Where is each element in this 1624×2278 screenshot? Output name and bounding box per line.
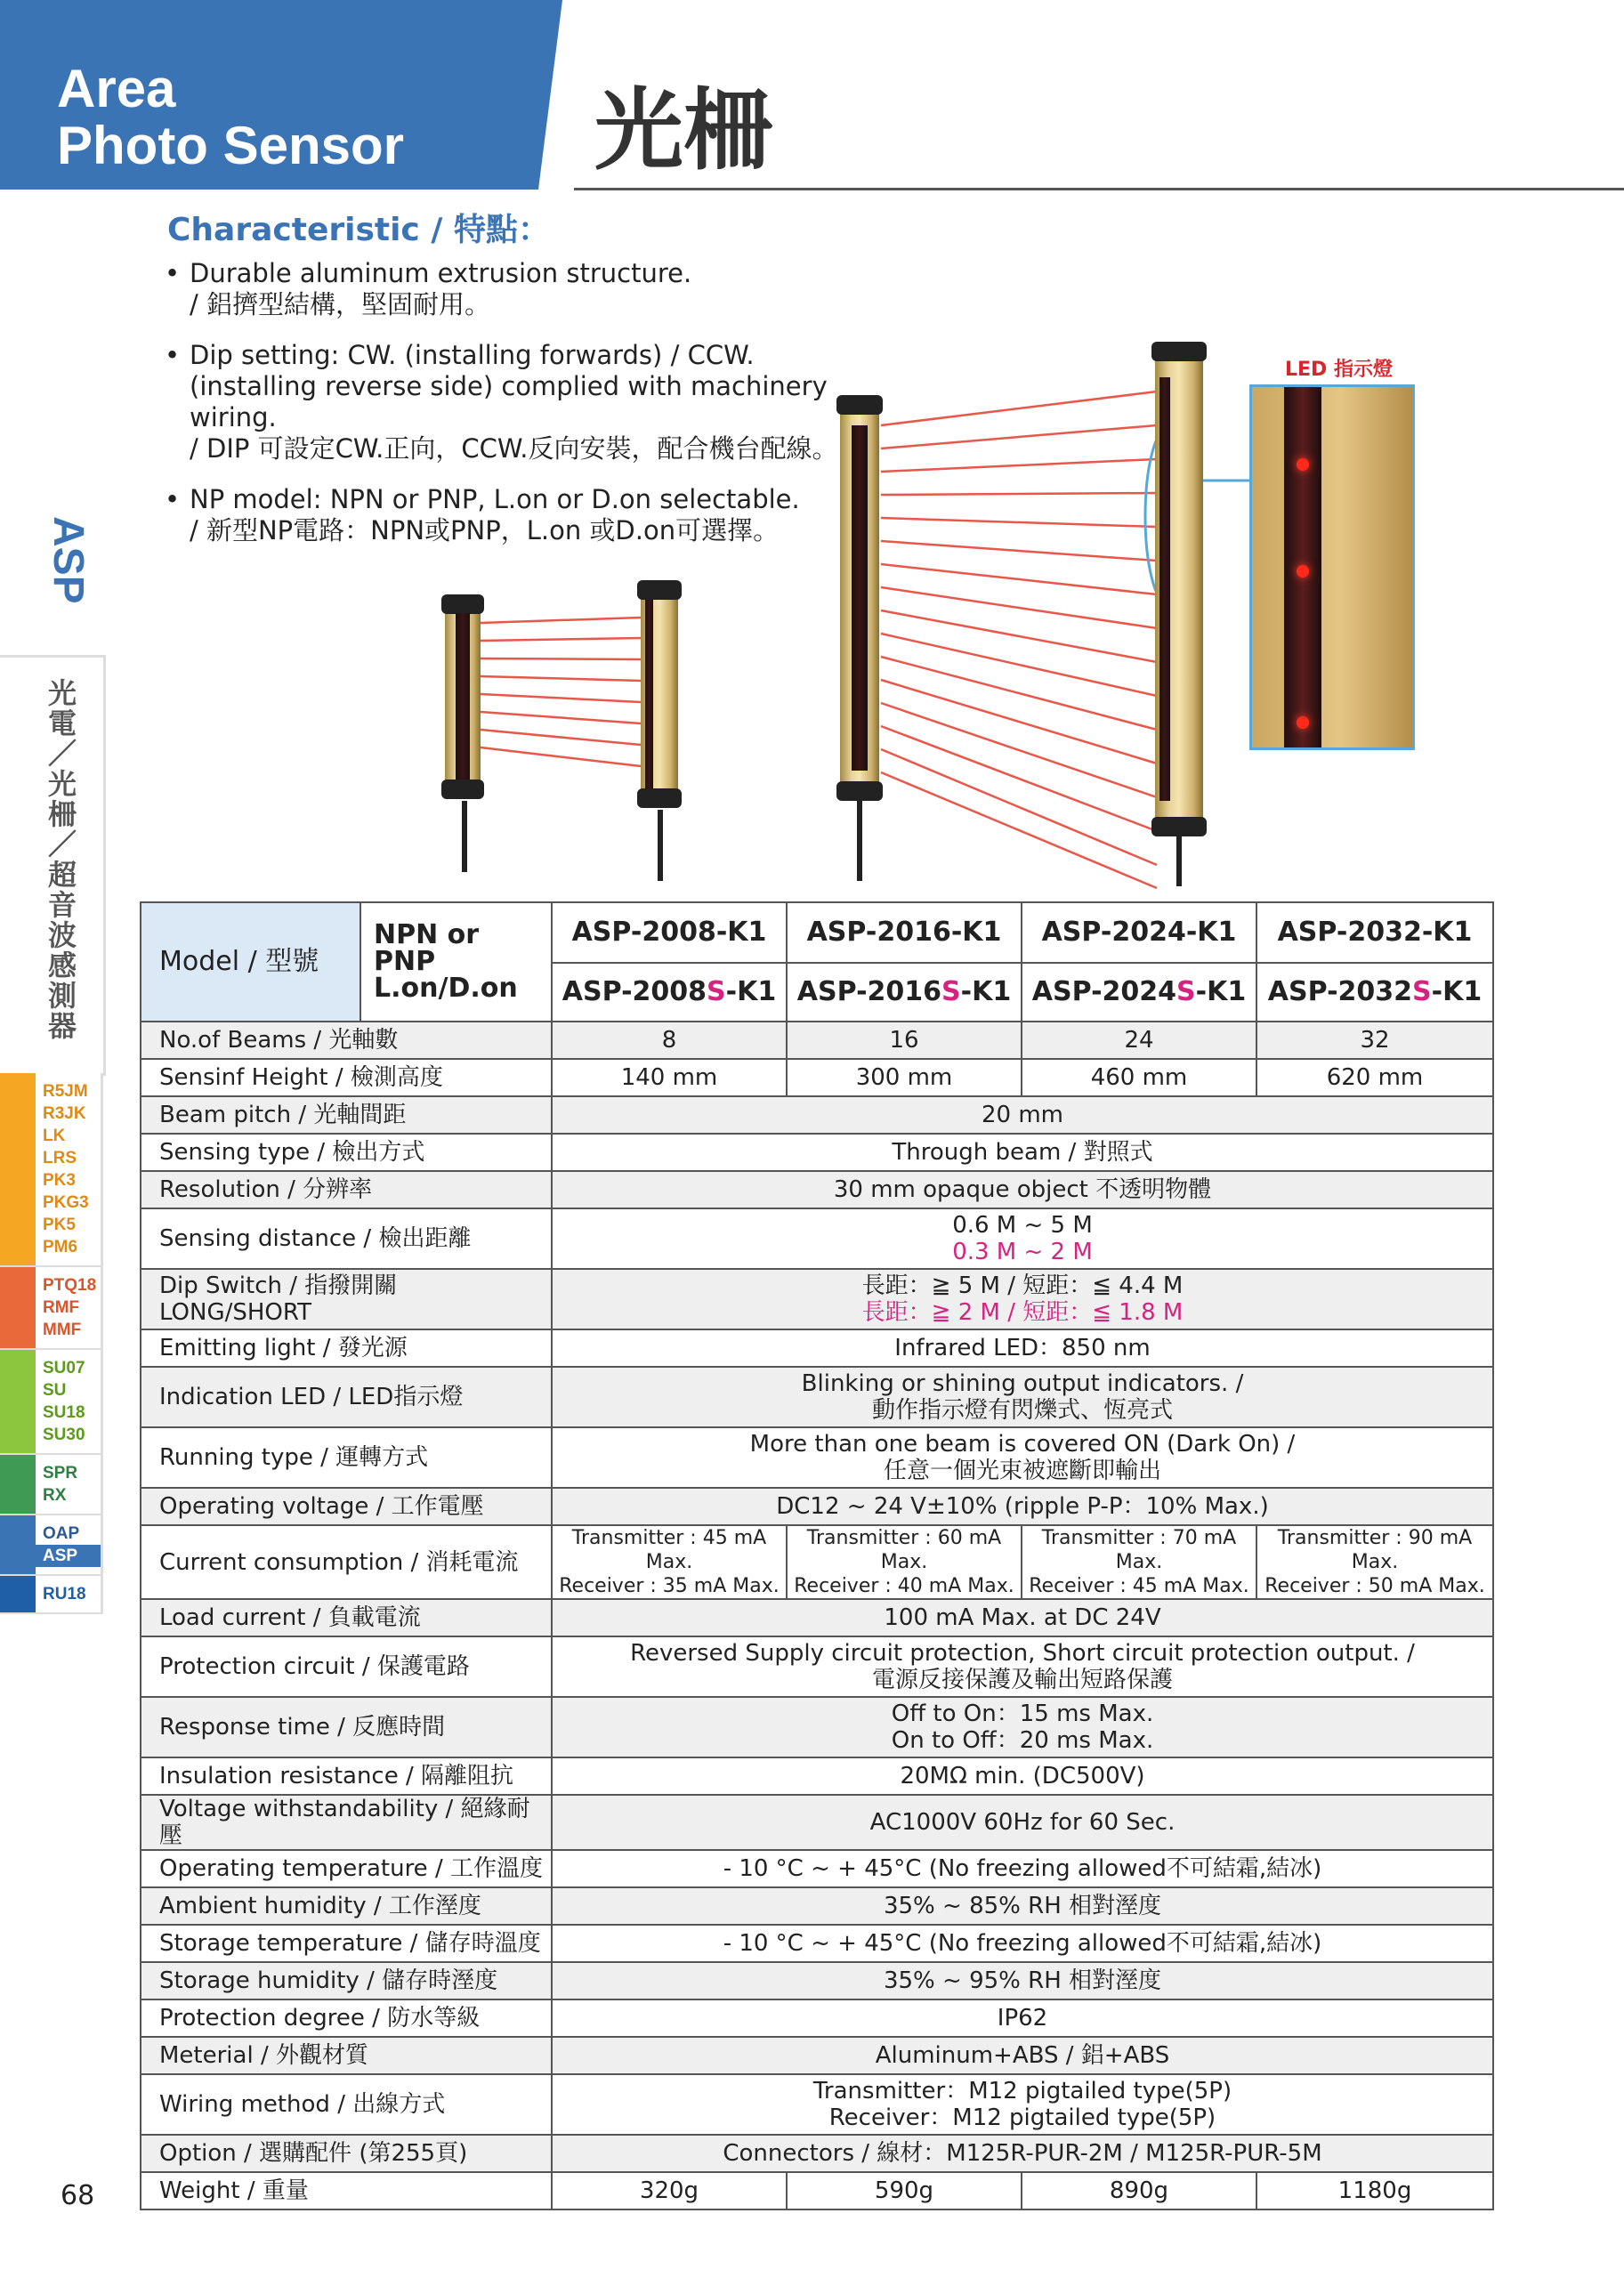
cell-value: Aluminum+ABS / 鋁+ABS (552, 2037, 1493, 2074)
row-label: Weight / 重量 (141, 2172, 552, 2209)
row-label: Indication LED / LED指示燈 (141, 1367, 552, 1427)
title-line-2: Photo Sensor (57, 116, 405, 175)
row-label: Protection circuit / 保護電路 (141, 1636, 552, 1697)
sidebar-category-color (0, 1267, 36, 1348)
sensor-2024-transmitter (840, 402, 879, 794)
cell-value (552, 1525, 787, 1599)
table-row (141, 1329, 1493, 1367)
characteristic-cn: / DIP 可設定CW.正向，CCW.反向安裝，配合機台配線。 (190, 433, 838, 464)
table-row (141, 1059, 1493, 1096)
value-line: Receiver : 50 mA Max. (1264, 1575, 1485, 1597)
model-s-suffix: -K1 (1431, 976, 1483, 1007)
model-s-prefix: ASP-2016 (796, 976, 942, 1007)
sidebar-item-asp[interactable]: ASP (36, 1545, 101, 1567)
characteristic-cn: / 鋁擠型結構，堅固耐用。 (190, 289, 490, 319)
model-label: Model / 型號 (141, 902, 360, 1022)
sensor-cable (1176, 836, 1182, 886)
cell-value: 300 mm (787, 1059, 1022, 1096)
model-s (1256, 963, 1493, 1022)
cell-value: Connectors / 線材：M125R-PUR-2M / M125R-PUR-5M (552, 2135, 1493, 2172)
sidebar-item-spr[interactable]: SPR (43, 1464, 78, 1482)
value-line: More than one beam is covered ON (Dark On) / (749, 1431, 1296, 1458)
sensor-2008-receiver (641, 587, 678, 801)
value-line: 電源反接保護及輸出短路保護 (871, 1667, 1173, 1693)
cell-value: 35% ~ 85% RH 相對溼度 (552, 1887, 1493, 1925)
value-line: Receiver : 35 mA Max. (559, 1575, 780, 1597)
value-line: Transmitter : 45 mA Max. (571, 1527, 767, 1573)
cell-value: 620 mm (1256, 1059, 1493, 1096)
table-row (141, 1850, 1493, 1887)
row-label: Sensinf Height / 檢測高度 (141, 1059, 552, 1096)
characteristic-en: Dip setting: CW. (installing forwards) / CCW. (installing reverse side) complied with machinery wiring. (190, 340, 828, 432)
table-row (141, 1999, 1493, 2037)
sidebar-category-group (0, 1455, 103, 1515)
row-label: Beam pitch / 光軸間距 (141, 1096, 552, 1134)
cell-value: 320g (552, 2172, 787, 2209)
sensor-cable (857, 801, 862, 881)
value-line: On to Off：20 ms Max. (891, 1727, 1154, 1754)
row-label: Sensing type / 檢出方式 (141, 1134, 552, 1171)
npn-label-line: NPN or PNP (374, 919, 480, 977)
cell-value (552, 1367, 1493, 1427)
cell-value (552, 1636, 1493, 1697)
cell-value (1022, 1525, 1256, 1599)
row-label: Storage humidity / 儲存時溼度 (141, 1962, 552, 1999)
table-row (141, 1887, 1493, 1925)
cell-value: Through beam / 對照式 (552, 1134, 1493, 1171)
table-row (141, 1757, 1493, 1795)
row-label: Operating temperature / 工作溫度 (141, 1850, 552, 1887)
sidebar-item-ptq18[interactable]: PTQ18 (43, 1276, 97, 1295)
sidebar-item-r5jm[interactable]: R5JM (43, 1082, 88, 1101)
npn-label (360, 902, 552, 1022)
model-s-mark: S (1176, 976, 1196, 1007)
cell-value (552, 1208, 1493, 1269)
sidebar-item-lk[interactable]: LK (43, 1127, 66, 1145)
characteristic-en: Durable aluminum extrusion structure. (190, 258, 692, 288)
sensor-2024-receiver (1155, 349, 1203, 829)
cell-value: 590g (787, 2172, 1022, 2209)
table-row (141, 1269, 1493, 1329)
cell-value (552, 1269, 1493, 1329)
spec-table (140, 901, 1494, 2210)
table-row (141, 1925, 1493, 1962)
sidebar-category-group (0, 1073, 103, 1267)
table-row (141, 1367, 1493, 1427)
led-dot (1297, 458, 1309, 471)
sidebar-item-su18[interactable]: SU18 (43, 1403, 85, 1422)
characteristic-en: NP model: NPN or PNP, L.on or D.on selectable. (190, 484, 800, 514)
model-s-mark: S (707, 976, 726, 1007)
sidebar-item-r3jk[interactable]: R3JK (43, 1104, 86, 1123)
characteristic-cn: / 新型NP電路：NPN或PNP，L.on 或D.on可選擇。 (190, 515, 780, 545)
table-row (141, 2074, 1493, 2135)
value-line: Receiver：M12 pigtailed type(5P) (828, 2104, 1216, 2131)
value-line: Receiver : 40 mA Max. (794, 1575, 1014, 1597)
sidebar-categories (0, 1073, 103, 1614)
model-k1: ASP-2008-K1 (552, 902, 787, 963)
sidebar-item-su07[interactable]: SU07 (43, 1359, 85, 1377)
sidebar-category-color (0, 1350, 36, 1453)
table-row (141, 2037, 1493, 2074)
model-s-mark: S (941, 976, 961, 1007)
model-s-suffix: -K1 (1195, 976, 1247, 1007)
row-label: Resolution / 分辨率 (141, 1171, 552, 1208)
table-row (141, 1022, 1493, 1059)
sidebar-category-color (0, 1073, 36, 1265)
model-k1: ASP-2024-K1 (1022, 902, 1256, 963)
table-row (141, 1697, 1493, 1757)
sidebar-item-ru18[interactable]: RU18 (43, 1585, 86, 1603)
cell-value: - 10 °C ~ + 45°C (No freezing allowed不可結霜,結冰) (552, 1925, 1493, 1962)
model-s-mark: S (1412, 976, 1432, 1007)
model-s-suffix: -K1 (960, 976, 1012, 1007)
sidebar-item-rmf[interactable]: RMF (43, 1298, 80, 1317)
cell-value (552, 2074, 1493, 2135)
sidebar-category-group (0, 1267, 103, 1350)
beam-lines (481, 392, 1157, 888)
page-title-cn: 光柵 (594, 78, 772, 182)
sidebar-code: ASP (44, 516, 92, 604)
row-label: Storage temperature / 儲存時溫度 (141, 1925, 552, 1962)
sidebar-item-rx[interactable]: RX (43, 1486, 67, 1505)
cell-value: 100 mA Max. at DC 24V (552, 1599, 1493, 1636)
cell-value: - 10 °C ~ + 45°C (No freezing allowed不可結霜,結冰) (552, 1850, 1493, 1887)
row-label: Meterial / 外觀材質 (141, 2037, 552, 2074)
value-line: Off to On：15 ms Max. (891, 1700, 1154, 1727)
cell-value: 24 (1022, 1022, 1256, 1059)
value-line: Transmitter : 70 mA Max. (1041, 1527, 1237, 1573)
value-line: Blinking or shining output indicators. / (801, 1370, 1244, 1397)
cell-value: AC1000V 60Hz for 60 Sec. (552, 1795, 1493, 1850)
cell-value: 20MΩ min. (DC500V) (552, 1757, 1493, 1795)
table-row (141, 1427, 1493, 1488)
row-label: Current consumption / 消耗電流 (141, 1525, 552, 1599)
row-label: Sensing distance / 檢出距離 (141, 1208, 552, 1269)
sidebar-item-pm6[interactable]: PM6 (43, 1238, 78, 1256)
value-line: 動作指示燈有閃爍式、恆亮式 (871, 1397, 1173, 1424)
value-line: Transmitter : 90 mA Max. (1277, 1527, 1473, 1573)
cell-value (1256, 1525, 1493, 1599)
sidebar-item-su30[interactable]: SU30 (43, 1426, 85, 1444)
model-s-prefix: ASP-2008 (562, 976, 707, 1007)
cell-value: 35% ~ 95% RH 相對溼度 (552, 1962, 1493, 1999)
model-k1: ASP-2016-K1 (787, 902, 1022, 963)
row-label: Insulation resistance / 隔離阻抗 (141, 1757, 552, 1795)
value-line: 任意一個光束被遮斷即輸出 (883, 1458, 1161, 1484)
row-label: Dip Switch / 指撥開關 LONG/SHORT (141, 1269, 552, 1329)
row-label: Wiring method / 出線方式 (141, 2074, 552, 2135)
value-line: 0.6 M ~ 5 M (952, 1212, 1093, 1239)
table-row (141, 1795, 1493, 1850)
row-label: Load current / 負載電流 (141, 1599, 552, 1636)
value-line: Reversed Supply circuit protection, Short circuit protection output. / (630, 1640, 1415, 1667)
model-s-prefix: ASP-2024 (1031, 976, 1177, 1007)
cell-value: 890g (1022, 2172, 1256, 2209)
table-row (141, 1636, 1493, 1697)
sidebar-item-pk3[interactable]: PK3 (43, 1171, 76, 1190)
table-row (141, 1096, 1493, 1134)
row-label: Voltage withstandability / 絕緣耐壓 (141, 1795, 552, 1850)
value-line: 長距：≧ 5 M / 短距：≦ 4.4 M (861, 1272, 1184, 1299)
row-label: No.of Beams / 光軸數 (141, 1022, 552, 1059)
model-s (1022, 963, 1256, 1022)
sidebar-category-color (0, 1515, 36, 1574)
cell-value: 140 mm (552, 1059, 787, 1096)
sidebar-item-su[interactable]: SU (43, 1381, 67, 1400)
cell-value: 30 mm opaque object 不透明物體 (552, 1171, 1493, 1208)
value-line: Transmitter：M12 pigtailed type(5P) (812, 2078, 1232, 2104)
sidebar-category-cn: 光電／光柵／超音波感測器 (47, 676, 77, 1043)
value-line: Transmitter : 60 mA Max. (806, 1527, 1002, 1573)
sidebar-item-oap[interactable]: OAP (43, 1524, 80, 1543)
table-row (141, 1171, 1493, 1208)
table-row (141, 1134, 1493, 1171)
cell-value: 460 mm (1022, 1059, 1256, 1096)
model-s (787, 963, 1022, 1022)
cell-value: 1180g (1256, 2172, 1493, 2209)
row-label: Response time / 反應時間 (141, 1697, 552, 1757)
sidebar-item-pk5[interactable]: PK5 (43, 1216, 76, 1234)
cell-value (552, 1427, 1493, 1488)
value-line: Receiver : 45 mA Max. (1029, 1575, 1249, 1597)
led-indicator-label: LED 指示燈 (1285, 359, 1393, 381)
sidebar-item-mmf[interactable]: MMF (43, 1321, 82, 1339)
cell-value: DC12 ~ 24 V±10% (ripple P-P：10% Max.) (552, 1488, 1493, 1525)
sidebar-item-lrs[interactable]: LRS (43, 1149, 77, 1167)
cell-value: Infrared LED：850 nm (552, 1329, 1493, 1367)
table-row (141, 2172, 1493, 2209)
led-zoom-box (1249, 384, 1415, 750)
row-label: Option / 選購配件 (第255頁) (141, 2135, 552, 2172)
table-row (141, 1208, 1493, 1269)
sidebar-category-group (0, 1350, 103, 1455)
table-row (141, 1599, 1493, 1636)
cell-value: IP62 (552, 1999, 1493, 2037)
sensor-cable (462, 801, 467, 872)
row-label: Running type / 運轉方式 (141, 1427, 552, 1488)
title-line-1: Area (57, 59, 176, 118)
model-s-suffix: -K1 (725, 976, 777, 1007)
sidebar-category-group (0, 1576, 103, 1614)
table-row (141, 1488, 1493, 1525)
cell-value: 20 mm (552, 1096, 1493, 1134)
row-label: Protection degree / 防水等級 (141, 1999, 552, 2037)
value-line-s: 長距：≧ 2 M / 短距：≦ 1.8 M (861, 1299, 1184, 1326)
sidebar-item-pkg3[interactable]: PKG3 (43, 1193, 89, 1212)
led-dot (1297, 716, 1309, 729)
row-label: Operating voltage / 工作電壓 (141, 1488, 552, 1525)
sensor-cable (658, 810, 663, 881)
cell-value (787, 1525, 1022, 1599)
sidebar-category-color (0, 1576, 36, 1612)
led-dot (1297, 565, 1309, 578)
model-s-prefix: ASP-2032 (1267, 976, 1413, 1007)
cell-value (552, 1697, 1493, 1757)
table-row (141, 1962, 1493, 1999)
model-k1: ASP-2032-K1 (1256, 902, 1493, 963)
sensor-2008-transmitter (445, 602, 481, 792)
table-row (141, 1525, 1493, 1599)
model-s (552, 963, 787, 1022)
table-row (141, 2135, 1493, 2172)
npn-label-line: L.on/D.on (374, 973, 518, 1004)
cell-value: 16 (787, 1022, 1022, 1059)
characteristic-heading: Characteristic / 特點： (167, 212, 550, 248)
cell-value: 8 (552, 1022, 787, 1059)
page-number: 68 (61, 2180, 95, 2211)
sidebar-category-color (0, 1455, 36, 1514)
value-line-s: 0.3 M ~ 2 M (952, 1239, 1093, 1265)
cell-value: 32 (1256, 1022, 1493, 1059)
row-label: Ambient humidity / 工作溼度 (141, 1887, 552, 1925)
sidebar-category-group (0, 1515, 103, 1576)
row-label: Emitting light / 發光源 (141, 1329, 552, 1367)
